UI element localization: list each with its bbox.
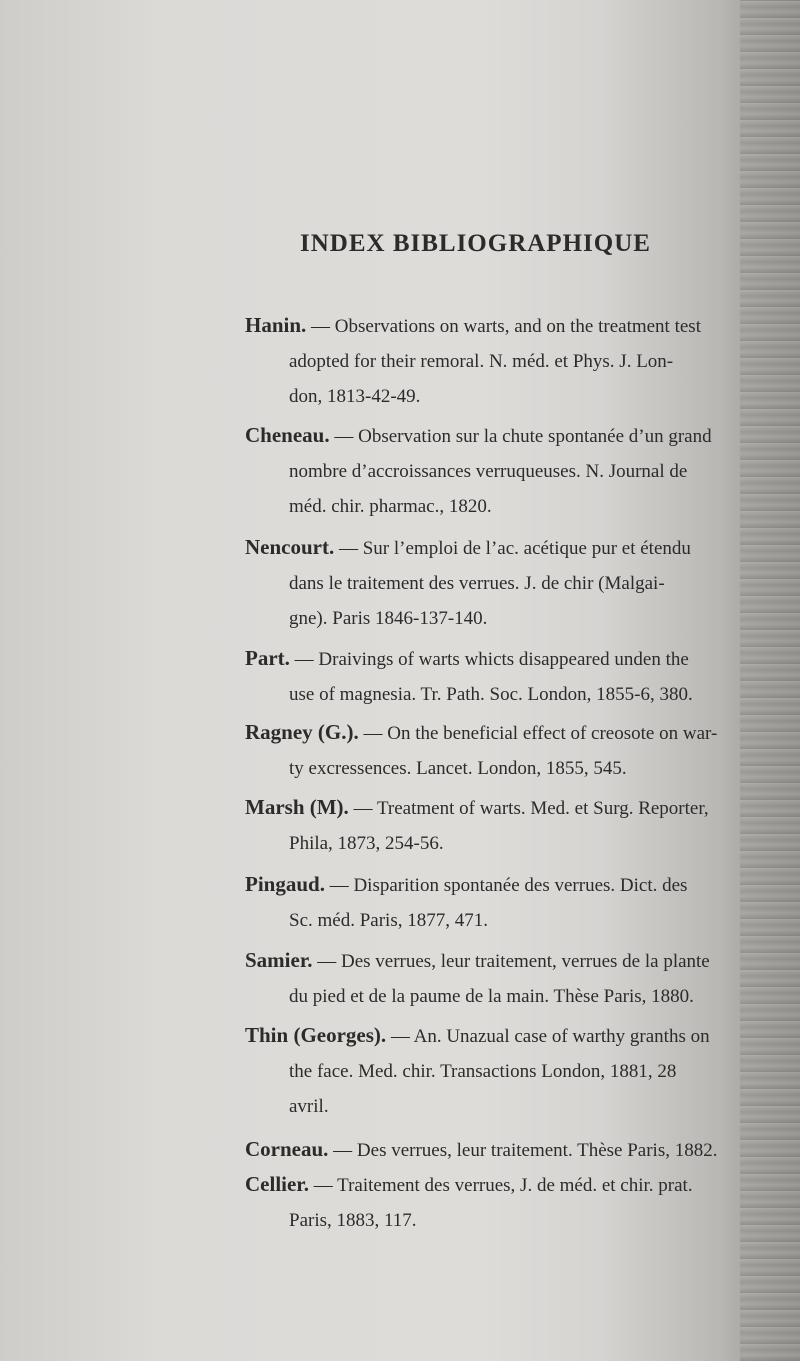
entry-text: gne). Paris 1846-137-140. [289, 608, 488, 629]
entry-text: nombre d’accroissances verruqueuses. N. Journal de [289, 461, 688, 482]
bibliography-entry [245, 1167, 745, 1238]
entry-line [245, 1018, 745, 1054]
entry-line [245, 1167, 745, 1203]
entry-text: — Observations on warts, and on the treatment test [306, 316, 701, 337]
bibliography-entry [245, 943, 745, 1014]
entry-line [245, 790, 745, 826]
bibliography-entry [245, 530, 745, 636]
entry-author: Pingaud. [245, 872, 325, 896]
entry-line [245, 867, 745, 903]
bibliography-entry [245, 1018, 745, 1124]
entry-line [245, 489, 745, 524]
bibliography-entry [245, 1132, 745, 1168]
entry-line [245, 454, 745, 489]
entry-line [245, 715, 745, 751]
entry-author: Ragney (G.). [245, 720, 359, 744]
entry-line [245, 344, 745, 379]
bibliography-entry [245, 308, 745, 414]
bibliography-entry [245, 641, 745, 712]
entry-text: — An. Unazual case of warthy granths on [386, 1026, 710, 1047]
entry-line [245, 903, 745, 938]
entry-line [245, 751, 745, 786]
entry-line [245, 379, 745, 414]
entry-line [245, 1054, 745, 1089]
entry-text: ty excressences. Lancet. London, 1855, 545. [289, 758, 627, 779]
page-title: INDEX BIBLIOGRAPHIQUE [300, 230, 651, 257]
entry-line [245, 1089, 745, 1124]
entry-line [245, 979, 745, 1014]
entry-line [245, 418, 745, 454]
entry-text: — Traitement des verrues, J. de méd. et chir. prat. [308, 1175, 693, 1196]
entry-text: — On the beneficial effect of creosote on war- [358, 723, 718, 744]
entry-text: du pied et de la paume de la main. Thèse Paris, 1880. [289, 986, 694, 1007]
entry-author: Corneau. [245, 1137, 329, 1161]
entry-author: Cheneau. [245, 423, 330, 447]
entry-author: Nencourt. [245, 535, 335, 559]
entry-text: — Draivings of warts whicts disappeared unden the [289, 649, 689, 670]
entry-text: — Treatment of warts. Med. et Surg. Reporter, [348, 798, 709, 819]
entry-author: Hanin. [245, 313, 307, 337]
entry-text: — Des verrues, leur traitement. Thèse Paris, 1882. [328, 1140, 718, 1161]
entry-text: — Disparition spontanée des verrues. Dict. des [324, 875, 688, 896]
entry-author: Samier. [245, 948, 313, 972]
entry-line [245, 308, 745, 344]
entry-line [245, 641, 745, 677]
entry-text: use of magnesia. Tr. Path. Soc. London, 1855-6, 380. [289, 684, 693, 705]
entry-author: Part. [245, 646, 290, 670]
entry-text: Phila, 1873, 254-56. [289, 833, 444, 854]
page-edge [740, 0, 800, 1361]
entry-text: avril. [289, 1096, 329, 1117]
entry-text: — Des verrues, leur traitement, verrues de la plante [312, 951, 710, 972]
entry-text: Paris, 1883, 117. [289, 1210, 417, 1231]
entry-text: Sc. méd. Paris, 1877, 471. [289, 910, 488, 931]
entry-author: Marsh (M). [245, 795, 349, 819]
entry-text: don, 1813-42-49. [289, 386, 421, 407]
entry-text: adopted for their remoral. N. méd. et Phys. J. Lon- [289, 351, 674, 372]
entry-line [245, 677, 745, 712]
entry-text: dans le traitement des verrues. J. de chir (Malgai- [289, 573, 665, 594]
entry-author: Thin (Georges). [245, 1023, 387, 1047]
entry-text: méd. chir. pharmac., 1820. [289, 496, 492, 517]
entry-line [245, 566, 745, 601]
entry-line [245, 826, 745, 861]
entry-text: the face. Med. chir. Transactions London, 1881, 28 [289, 1061, 677, 1082]
entry-author: Cellier. [245, 1172, 309, 1196]
bibliography-entry [245, 790, 745, 861]
entry-text: — Sur l’emploi de l’ac. acétique pur et étendu [334, 538, 691, 559]
entry-line [245, 943, 745, 979]
entry-line [245, 1203, 745, 1238]
entry-line [245, 530, 745, 566]
bibliography-entry [245, 418, 745, 524]
bibliography-entry [245, 715, 745, 786]
entry-text: — Observation sur la chute spontanée d’un grand [329, 426, 712, 447]
entry-line [245, 601, 745, 636]
bibliography-entry [245, 867, 745, 938]
entry-line [245, 1132, 745, 1168]
